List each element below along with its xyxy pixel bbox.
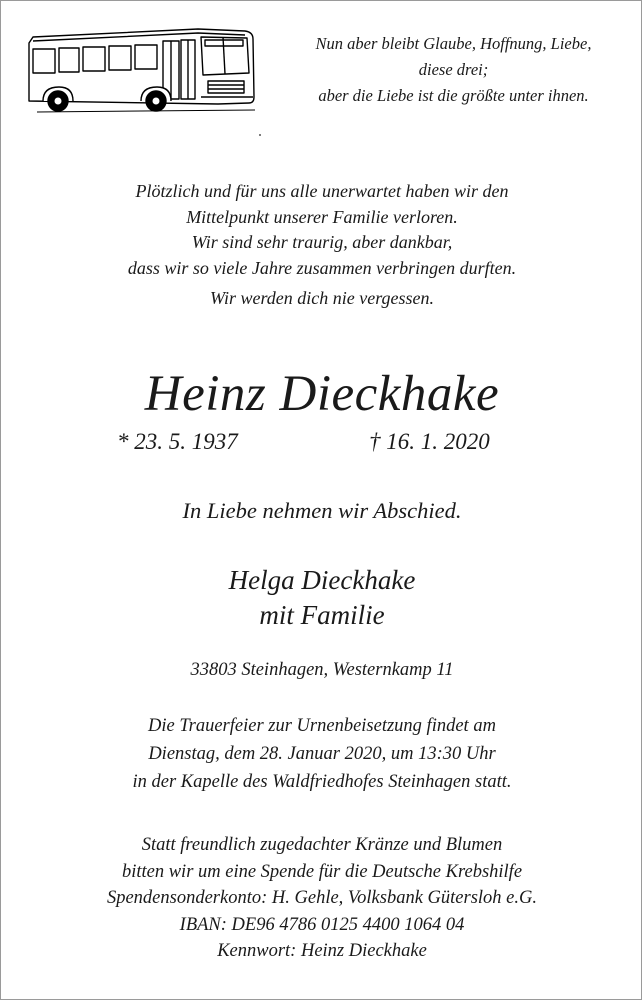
intro-line: Plötzlich und für uns alle unerwartet haben wir den xyxy=(135,181,509,201)
family-signature xyxy=(1,563,642,633)
funeral-line: Dienstag, dem 28. Januar 2020, um 13:30 Uhr xyxy=(148,744,496,764)
funeral-line: Die Trauerfeier zur Urnenbeisetzung findet am xyxy=(148,716,496,736)
intro-line: dass wir so viele Jahre zusammen verbringen durften. xyxy=(127,257,517,278)
donation-info xyxy=(1,832,642,965)
quote-line: diese drei; xyxy=(418,60,489,79)
bus-icon xyxy=(23,21,257,113)
donation-line: Statt freundlich zugedachter Kränze und Blumen xyxy=(141,835,503,855)
family-line: Helga Dieckhake xyxy=(228,565,416,595)
never-forget-text: Wir werden dich nie vergessen. xyxy=(209,288,435,308)
donation-line: IBAN: DE96 4786 0125 4400 1064 04 xyxy=(179,914,465,935)
funeral-info xyxy=(1,712,642,796)
quote-line: aber die Liebe ist die größte unter ihnen. xyxy=(318,86,589,105)
bible-quote xyxy=(271,31,636,109)
birth-date: * 23. 5. 1937 xyxy=(117,429,238,454)
death-date: † 16. 1. 2020 xyxy=(369,429,490,454)
intro-text xyxy=(1,179,642,281)
donation-line: bitten wir um eine Spende für die Deutsche Krebshilfe xyxy=(121,861,523,882)
farewell-text: In Liebe nehmen wir Abschied. xyxy=(182,498,462,523)
address: 33803 Steinhagen, Westernkamp 11 xyxy=(190,660,454,680)
family-line: mit Familie xyxy=(259,600,385,630)
intro-line: Mittelpunkt unserer Familie verloren. xyxy=(186,206,458,227)
deceased-name: Heinz Dieckhake xyxy=(144,366,500,422)
intro-line: Wir sind sehr traurig, aber dankbar, xyxy=(191,232,453,252)
funeral-line: in der Kapelle des Waldfriedhofes Steinhagen statt. xyxy=(132,772,512,792)
speck-dot xyxy=(259,134,261,136)
donation-line: Spendensonderkonto: H. Gehle, Volksbank Gütersloh e.G. xyxy=(106,888,538,908)
quote-line: Nun aber bleibt Glaube, Hoffnung, Liebe, xyxy=(315,34,592,53)
donation-line: Kennwort: Heinz Dieckhake xyxy=(217,941,427,961)
